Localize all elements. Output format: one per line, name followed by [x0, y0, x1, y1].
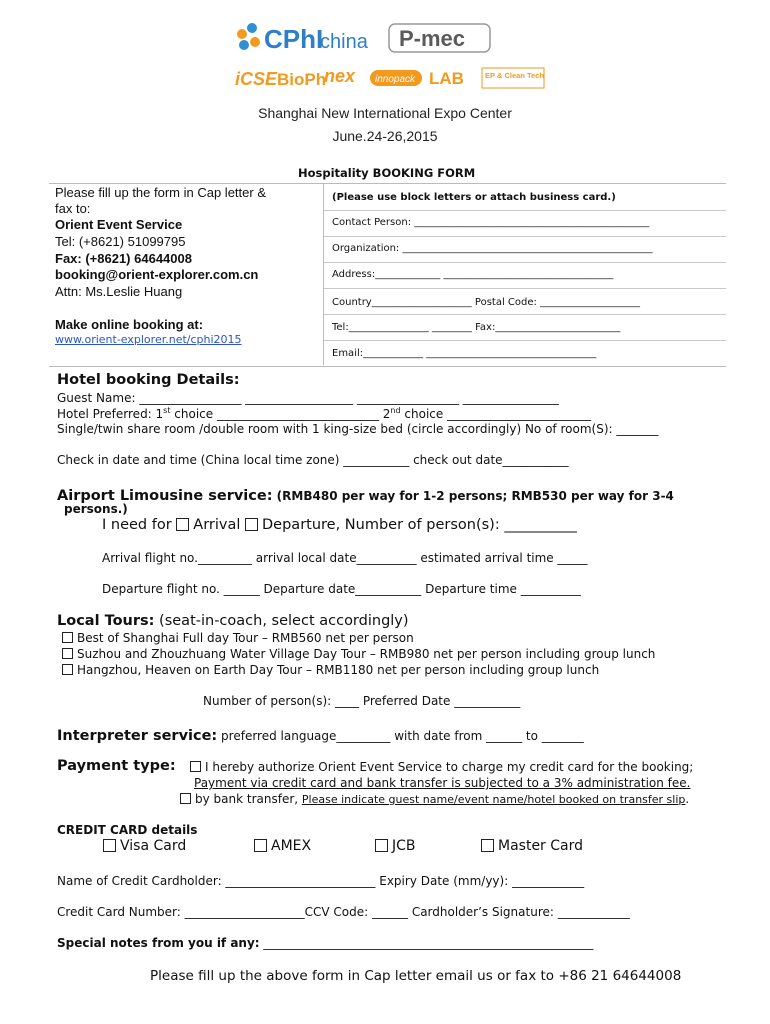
- contact-fax: Fax: (+8621) 64644008: [55, 251, 192, 266]
- footer-instruction: Please fill up the above form in Cap letter email us or fax to +86 21 64644008: [150, 968, 682, 984]
- interpreter-line[interactable]: Interpreter service: preferred language_________ with date from ______ to _______: [57, 728, 584, 744]
- limo-need-line: I need for Arrival Departure, Number of person(s): __________: [102, 517, 577, 533]
- departure-checkbox[interactable]: [245, 518, 258, 531]
- limo-heading-line: Airport Limousine service: (RMB480 per way for 1-2 persons; RMB530 per way for 3-4: [57, 488, 674, 504]
- guest-name-field[interactable]: Guest Name: _________________ __________________ _________________ ________________: [57, 391, 559, 405]
- tour-persons-field[interactable]: Number of person(s): ____ Preferred Date ___________: [203, 694, 521, 708]
- limo-price-cont: persons.): [64, 502, 128, 516]
- cphi-logo-icon: [237, 23, 260, 50]
- online-booking-label: Make online booking at:: [55, 317, 204, 332]
- cardholder-field[interactable]: Name of Credit Cardholder: _________________________ Expiry Date (mm/yy): ____________: [57, 874, 585, 888]
- tour-item[interactable]: Hangzhou, Heaven on Earth Day Tour – RMB1180 net per person including group lunch: [62, 663, 599, 677]
- cphi-logo-text: CPhI: [264, 24, 324, 54]
- contact-email: booking@orient-explorer.com.cn: [55, 267, 259, 282]
- card-jcb[interactable]: JCB: [375, 838, 416, 854]
- jcb-checkbox: [375, 839, 388, 852]
- payment-credit-option[interactable]: I hereby authorize Orient Event Service to charge my credit card for the booking;: [190, 760, 693, 774]
- online-booking-link[interactable]: www.orient-explorer.net/cphi2015: [55, 333, 242, 346]
- company-name: Orient Event Service: [55, 217, 183, 232]
- contact-tel: Tel: (+8621) 51099795: [55, 234, 186, 249]
- logo-banner: [0, 0, 770, 100]
- card-master[interactable]: Master Card: [481, 838, 583, 854]
- special-notes-field[interactable]: Special notes from you if any: _______________________________________________________: [57, 936, 594, 950]
- amex-checkbox: [254, 839, 267, 852]
- tour-item[interactable]: Suzhou and Zhouzhuang Water Village Day Tour – RMB980 net per person including group lunch: [62, 647, 655, 661]
- tel-fax-field[interactable]: Tel:________________ ________ Fax:_________________________: [332, 322, 621, 333]
- icse-logo: iCSE: [235, 69, 278, 89]
- room-type-field[interactable]: Single/twin share room /double room with 1 king-size bed (circle accordingly) No of room(S): _______: [57, 422, 659, 436]
- venue-line: Shanghai New International Expo Center: [258, 105, 512, 121]
- visa-checkbox: [103, 839, 116, 852]
- arrival-flight-field[interactable]: Arrival flight no._________ arrival local date__________ estimated arrival time _____: [102, 551, 588, 565]
- tours-heading-line: Local Tours: (seat-in-coach, select accordingly): [57, 613, 409, 629]
- event-logos: [0, 0, 770, 100]
- checkin-field[interactable]: Check in date and time (China local time zone) ___________ check out date___________: [57, 453, 569, 467]
- country-postal-field[interactable]: Country____________________ Postal Code: ____________________: [332, 297, 641, 308]
- form-title: Hospitality BOOKING FORM: [298, 166, 476, 180]
- box-top-rule: [49, 183, 726, 184]
- instruction-line-2: fax to:: [55, 201, 91, 216]
- card-visa[interactable]: Visa Card: [103, 838, 186, 854]
- nex-logo: nex: [324, 66, 356, 86]
- email-field[interactable]: Email:____________ __________________________________: [332, 348, 597, 359]
- payment-fee-note: Payment via credit card and bank transfer is subjected to a 3% administration fee.: [194, 776, 691, 790]
- tour-2-checkbox: [62, 648, 73, 659]
- bank-transfer-checkbox: [180, 793, 191, 804]
- master-card-checkbox: [481, 839, 494, 852]
- china-logo-text: china: [320, 31, 368, 53]
- card-number-field[interactable]: Credit Card Number: ____________________CCV Code: ______ Cardholder’s Signature: ____________: [57, 905, 630, 919]
- innopack-logo: innopack: [375, 74, 416, 85]
- address-field[interactable]: Address:_____________ __________________________________: [332, 269, 614, 280]
- hotel-heading: Hotel booking Details:: [57, 372, 240, 388]
- credit-heading: CREDIT CARD details: [57, 823, 198, 837]
- bioph-logo: BioPh: [277, 70, 327, 89]
- contact-person-field[interactable]: Contact Person: _______________________________________________: [332, 217, 650, 228]
- organization-field[interactable]: Organization: __________________________________________________: [332, 243, 653, 254]
- arrival-checkbox[interactable]: [176, 518, 189, 531]
- hotel-preferred-field[interactable]: Hotel Preferred: 1st choice ___________________________ 2nd choice ________________________: [57, 406, 592, 421]
- credit-card-checkbox: [190, 761, 201, 772]
- departure-flight-field[interactable]: Departure flight no. ______ Departure date___________ Departure time __________: [102, 582, 581, 596]
- payment-bank-option[interactable]: by bank transfer, Please indicate guest name/event name/hotel booked on transfer slip.: [180, 792, 689, 806]
- dates-line: June.24-26,2015: [332, 128, 438, 144]
- card-amex[interactable]: AMEX: [254, 838, 311, 854]
- pmec-logo-text: P-mec: [399, 26, 466, 51]
- payment-heading: Payment type:: [57, 758, 176, 774]
- lab-logo: LAB: [429, 69, 464, 88]
- tour-item[interactable]: Best of Shanghai Full day Tour – RMB560 net per person: [62, 631, 414, 645]
- contact-attn: Attn: Ms.Leslie Huang: [55, 284, 183, 299]
- instruction-line-1: Please fill up the form in Cap letter &: [55, 185, 266, 200]
- epclean-logo: EP & Clean Tech: [485, 71, 544, 80]
- block-letters-note: (Please use block letters or attach business card.): [332, 192, 616, 203]
- tour-3-checkbox: [62, 664, 73, 675]
- tour-1-checkbox: [62, 632, 73, 643]
